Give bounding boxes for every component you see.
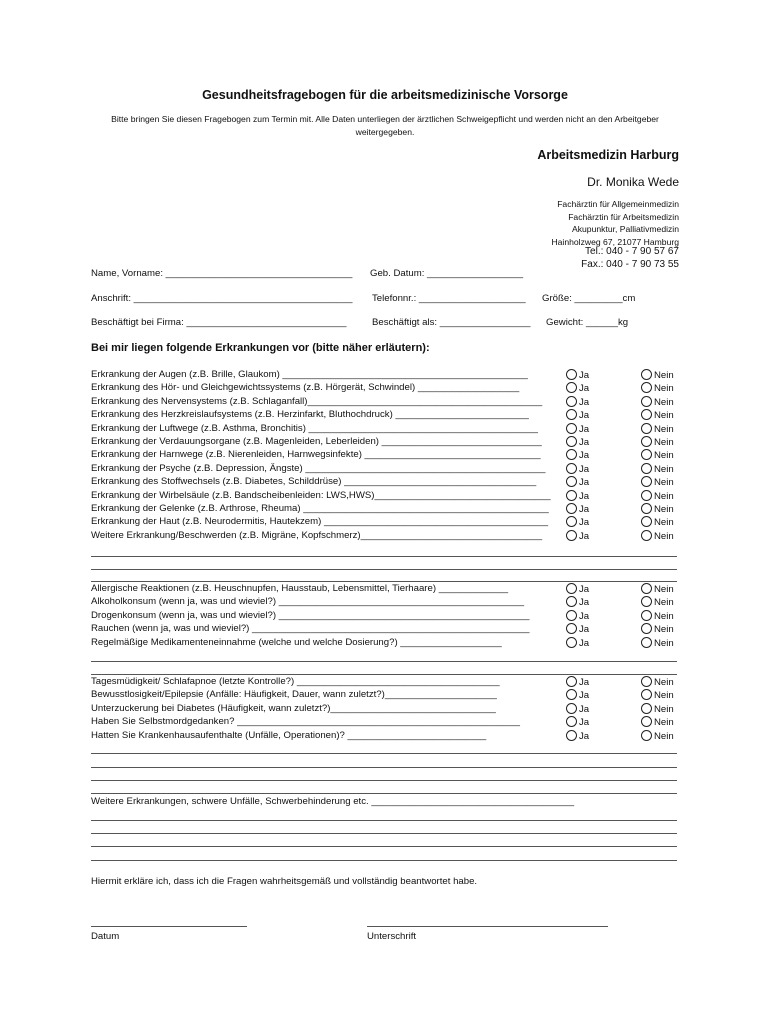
yes-option[interactable] xyxy=(566,596,589,608)
practice-phone: Tel.: 040 - 7 90 57 67 xyxy=(585,246,679,257)
question-text: Erkrankung der Verdauungsorgane (z.B. Magenleiden, Leberleiden) ______________________________ xyxy=(91,436,542,447)
yes-label: Ja xyxy=(579,730,590,742)
question-text: Regelmäßige Medikamenteneinnahme (welche und welche Dosierung?) ___________________ xyxy=(91,636,502,648)
radio-circle-icon[interactable] xyxy=(641,689,652,700)
radio-circle-icon[interactable] xyxy=(566,490,577,501)
radio-circle-icon[interactable] xyxy=(641,423,652,434)
qualification-line: Akupunktur, Palliativmedizin xyxy=(572,224,679,234)
no-option[interactable] xyxy=(641,423,674,435)
radio-circle-icon[interactable] xyxy=(566,463,577,474)
question-text: Tagesmüdigkeit/ Schlafapnoe (letzte Kontrolle?) ______________________________________ xyxy=(91,676,500,687)
yes-label: Ja xyxy=(579,410,590,422)
yes-label: Ja xyxy=(579,610,590,622)
yes-label: Ja xyxy=(579,463,590,475)
no-option[interactable] xyxy=(641,369,674,381)
radio-circle-icon[interactable] xyxy=(566,716,577,727)
practice-fax: Fax.: 040 - 7 90 73 55 xyxy=(581,259,679,270)
yes-label: Ja xyxy=(579,517,590,529)
no-option[interactable] xyxy=(641,596,674,608)
question-text: Erkrankung der Augen (z.B. Brille, Glaukom) ______________________________________________ xyxy=(91,369,528,380)
question-text: Rauchen (wenn ja, was und wieviel?) ____________________________________________________ xyxy=(91,623,530,635)
no-label: Nein xyxy=(654,624,674,636)
yes-label: Ja xyxy=(579,437,590,448)
no-option[interactable] xyxy=(641,637,674,649)
radio-circle-icon[interactable] xyxy=(566,583,577,594)
radio-circle-icon[interactable] xyxy=(641,449,652,460)
radio-circle-icon[interactable] xyxy=(641,490,652,501)
question-text: Erkrankung der Gelenke (z.B. Arthrose, Rheuma) ______________________________________________ xyxy=(91,503,549,514)
radio-circle-icon[interactable] xyxy=(566,676,577,687)
no-option[interactable] xyxy=(641,610,674,622)
no-label: Nein xyxy=(654,450,674,462)
no-label: Nein xyxy=(654,717,674,729)
no-label: Nein xyxy=(654,690,674,702)
answer-line[interactable] xyxy=(91,860,677,861)
radio-circle-icon[interactable] xyxy=(566,610,577,621)
radio-circle-icon[interactable] xyxy=(641,730,652,741)
radio-circle-icon[interactable] xyxy=(566,516,577,527)
answer-line[interactable] xyxy=(91,780,677,781)
yes-label: Ja xyxy=(579,637,590,649)
question-text: Erkrankung der Luftwege (z.B. Asthma, Bronchitis) ___________________________________________ xyxy=(91,422,538,434)
answer-line[interactable] xyxy=(91,833,677,834)
question-text: Weitere Erkrankung/Beschwerden (z.B. Migräne, Kopfschmerz)__________________________________ xyxy=(91,529,543,541)
birthdate-field[interactable]: Geb. Datum: __________________ xyxy=(370,268,524,279)
qualification-line: Fachärztin für Arbeitsmedizin xyxy=(568,212,679,222)
yes-label: Ja xyxy=(579,477,590,489)
no-option[interactable] xyxy=(641,676,674,688)
radio-circle-icon[interactable] xyxy=(641,369,652,380)
no-label: Nein xyxy=(654,597,674,609)
radio-circle-icon[interactable] xyxy=(641,409,652,420)
no-label: Nein xyxy=(654,637,674,649)
no-label: Nein xyxy=(654,610,674,622)
radio-circle-icon[interactable] xyxy=(566,503,577,514)
yes-option[interactable] xyxy=(566,503,589,515)
radio-circle-icon[interactable] xyxy=(641,530,652,541)
answer-line[interactable] xyxy=(91,753,677,754)
no-label: Nein xyxy=(654,396,674,408)
no-option[interactable] xyxy=(641,730,674,742)
radio-circle-icon[interactable] xyxy=(641,716,652,727)
no-label: Nein xyxy=(654,530,674,542)
practice-address: Hainholzweg 67, 21077 Hamburg xyxy=(551,237,679,247)
radio-circle-icon[interactable] xyxy=(566,396,577,407)
question-text: Allergische Reaktionen (z.B. Heuschnupfen, Hausstaub, Lebensmittel, Tierhaare) _____________ xyxy=(91,583,509,594)
doctor-name: Dr. Monika Wede xyxy=(587,175,679,189)
yes-option[interactable] xyxy=(566,369,589,381)
yes-label: Ja xyxy=(579,423,590,435)
no-option[interactable] xyxy=(641,716,674,728)
no-option[interactable] xyxy=(641,463,674,475)
no-option[interactable] xyxy=(641,476,674,488)
yes-label: Ja xyxy=(579,677,590,688)
radio-circle-icon[interactable] xyxy=(641,396,652,407)
yes-label: Ja xyxy=(579,690,590,702)
company-field[interactable]: Beschäftigt bei Firma: ______________________________ xyxy=(91,317,347,328)
practice-name: Arbeitsmedizin Harburg xyxy=(537,148,679,162)
weight-field[interactable]: Gewicht: ______kg xyxy=(546,317,629,328)
yes-label: Ja xyxy=(579,504,590,515)
height-field[interactable]: Größe: _________cm xyxy=(542,293,636,304)
yes-option[interactable] xyxy=(566,449,589,461)
radio-circle-icon[interactable] xyxy=(566,623,577,634)
radio-circle-icon[interactable] xyxy=(566,703,577,714)
yes-option[interactable] xyxy=(566,463,589,475)
no-option[interactable] xyxy=(641,530,674,542)
signature-label: Unterschrift xyxy=(367,931,417,942)
radio-circle-icon[interactable] xyxy=(641,516,652,527)
no-option[interactable] xyxy=(641,436,674,448)
radio-circle-icon[interactable] xyxy=(566,423,577,434)
date-signature-line[interactable] xyxy=(91,926,247,927)
radio-circle-icon[interactable] xyxy=(641,610,652,621)
question-text: Hatten Sie Krankenhausaufenthalte (Unfälle, Operationen)? __________________________ xyxy=(91,729,487,741)
question-text: Erkrankung des Herzkreislaufsystems (z.B. Herzinfarkt, Bluthochdruck) _________________________ xyxy=(91,409,529,421)
no-label: Nein xyxy=(654,437,674,448)
question-text: Erkrankung der Psyche (z.B. Depression, Ängste) _____________________________________________ xyxy=(91,462,546,474)
address-field[interactable]: Anschrift: _________________________________________ xyxy=(91,293,353,304)
radio-circle-icon[interactable] xyxy=(566,409,577,420)
answer-line[interactable] xyxy=(91,846,677,847)
yes-option[interactable] xyxy=(566,396,589,408)
question-text: Bewusstlosigkeit/Epilepsie (Anfälle: Häufigkeit, Dauer, wann zuletzt?)_____________________ xyxy=(91,689,497,701)
radio-circle-icon[interactable] xyxy=(566,369,577,380)
radio-circle-icon[interactable] xyxy=(641,596,652,607)
question-text: Unterzuckerung bei Diabetes (Häufigkeit, wann zuletzt?)_______________________________ xyxy=(91,702,496,714)
radio-circle-icon[interactable] xyxy=(566,596,577,607)
yes-option[interactable] xyxy=(566,516,589,528)
radio-circle-icon[interactable] xyxy=(641,436,652,447)
yes-option[interactable] xyxy=(566,623,589,635)
question-text: Erkrankung des Stoffwechsels (z.B. Diabetes, Schilddrüse) ____________________________________ xyxy=(91,476,537,488)
yes-option[interactable] xyxy=(566,423,589,435)
intro-text: Bitte bringen Sie diesen Fragebogen zum Termin mit. Alle Daten unterliegen der ärztlichen Schweigepflicht und werden nicht an den Arbeitgeber weitergegeben. xyxy=(111,114,659,137)
radio-circle-icon[interactable] xyxy=(566,530,577,541)
radio-circle-icon[interactable] xyxy=(566,449,577,460)
no-option[interactable] xyxy=(641,703,674,715)
radio-circle-icon[interactable] xyxy=(641,476,652,487)
no-label: Nein xyxy=(654,383,674,395)
yes-option[interactable] xyxy=(566,490,589,502)
yes-option[interactable] xyxy=(566,382,589,394)
no-option[interactable] xyxy=(641,516,674,528)
signature-line[interactable] xyxy=(367,926,608,927)
section-heading: Bei mir liegen folgende Erkrankungen vor (bitte näher erläutern): xyxy=(91,342,430,354)
yes-label: Ja xyxy=(579,450,590,462)
radio-circle-icon[interactable] xyxy=(641,463,652,474)
yes-label: Ja xyxy=(579,624,590,636)
yes-option[interactable] xyxy=(566,530,589,542)
yes-label: Ja xyxy=(579,703,590,715)
radio-circle-icon[interactable] xyxy=(566,476,577,487)
radio-circle-icon[interactable] xyxy=(641,637,652,648)
yes-label: Ja xyxy=(579,383,590,395)
yes-label: Ja xyxy=(579,530,590,542)
no-label: Nein xyxy=(654,490,674,502)
yes-option[interactable] xyxy=(566,637,589,649)
radio-circle-icon[interactable] xyxy=(566,637,577,648)
further-conditions-field[interactable]: Weitere Erkrankungen, schwere Unfälle, Schwerbehinderung etc. ______________________________________ xyxy=(91,796,575,807)
no-option[interactable] xyxy=(641,490,674,502)
radio-circle-icon[interactable] xyxy=(641,623,652,634)
no-option[interactable] xyxy=(641,583,674,595)
name-field[interactable]: Name, Vorname: ___________________________________ xyxy=(91,268,353,279)
qualification-line: Fachärztin für Allgemeinmedizin xyxy=(557,199,679,209)
yes-label: Ja xyxy=(579,396,590,408)
radio-circle-icon[interactable] xyxy=(566,689,577,700)
yes-option[interactable] xyxy=(566,583,589,595)
no-label: Nein xyxy=(654,584,674,595)
yes-label: Ja xyxy=(579,584,590,595)
answer-line[interactable] xyxy=(91,661,677,662)
question-text: Erkrankung der Harnwege (z.B. Nierenleiden, Harnwegsinfekte) _________________________________ xyxy=(91,449,541,461)
radio-circle-icon[interactable] xyxy=(566,382,577,393)
yes-label: Ja xyxy=(579,717,590,729)
no-label: Nein xyxy=(654,410,674,422)
radio-circle-icon[interactable] xyxy=(641,583,652,594)
yes-option[interactable] xyxy=(566,676,589,688)
question-text: Erkrankung der Haut (z.B. Neurodermitis, Hautekzem) __________________________________________ xyxy=(91,516,549,528)
question-text: Drogenkonsum (wenn ja, was und wieviel?) _______________________________________________ xyxy=(91,609,530,621)
radio-circle-icon[interactable] xyxy=(566,436,577,447)
no-label: Nein xyxy=(654,370,674,381)
yes-option[interactable] xyxy=(566,409,589,421)
radio-circle-icon[interactable] xyxy=(641,676,652,687)
answer-line[interactable] xyxy=(91,556,677,557)
yes-option[interactable] xyxy=(566,730,589,742)
yes-label: Ja xyxy=(579,597,590,609)
yes-option[interactable] xyxy=(566,703,589,715)
no-option[interactable] xyxy=(641,449,674,461)
no-label: Nein xyxy=(654,677,674,688)
answer-line[interactable] xyxy=(91,581,677,582)
answer-line[interactable] xyxy=(91,820,677,821)
no-label: Nein xyxy=(654,703,674,715)
yes-option[interactable] xyxy=(566,436,589,448)
answer-line[interactable] xyxy=(91,674,677,675)
question-text: Erkrankung der Wirbelsäule (z.B. Bandscheibenleiden: LWS,HWS)_________________________________ xyxy=(91,489,551,501)
question-text: Erkrankung des Nervensystems (z.B. Schlaganfall)____________________________________________ xyxy=(91,395,543,407)
no-option[interactable] xyxy=(641,689,674,701)
yes-option[interactable] xyxy=(566,610,589,622)
question-text: Alkoholkonsum (wenn ja, was und wieviel?) ______________________________________________ xyxy=(91,596,525,608)
no-option[interactable] xyxy=(641,409,674,421)
answer-line[interactable] xyxy=(91,793,677,794)
job-field[interactable]: Beschäftigt als: _________________ xyxy=(372,317,531,328)
no-label: Nein xyxy=(654,463,674,475)
form-title: Gesundheitsfragebogen für die arbeitsmedizinische Vorsorge xyxy=(202,88,568,102)
no-option[interactable] xyxy=(641,396,674,408)
no-label: Nein xyxy=(654,423,674,435)
no-option[interactable] xyxy=(641,382,674,394)
date-label: Datum xyxy=(91,931,120,942)
yes-option[interactable] xyxy=(566,689,589,701)
yes-label: Ja xyxy=(579,490,590,502)
answer-line[interactable] xyxy=(91,767,677,768)
yes-option[interactable] xyxy=(566,716,589,728)
no-label: Nein xyxy=(654,517,674,529)
no-label: Nein xyxy=(654,504,674,515)
radio-circle-icon[interactable] xyxy=(641,503,652,514)
phone-field[interactable]: Telefonnr.: ____________________ xyxy=(372,293,526,304)
radio-circle-icon[interactable] xyxy=(566,730,577,741)
declaration-text: Hiermit erkläre ich, dass ich die Fragen wahrheitsgemäß und vollständig beantwortet habe. xyxy=(91,876,478,887)
no-label: Nein xyxy=(654,477,674,489)
answer-line[interactable] xyxy=(91,569,677,570)
no-option[interactable] xyxy=(641,623,674,635)
yes-option[interactable] xyxy=(566,476,589,488)
no-label: Nein xyxy=(654,730,674,742)
radio-circle-icon[interactable] xyxy=(641,703,652,714)
question-text: Haben Sie Selbstmordgedanken? _____________________________________________________ xyxy=(91,716,520,728)
question-text: Erkrankung des Hör- und Gleichgewichtssystems (z.B. Hörgerät, Schwindel) ___________________ xyxy=(91,382,520,394)
radio-circle-icon[interactable] xyxy=(641,382,652,393)
no-option[interactable] xyxy=(641,503,674,515)
yes-label: Ja xyxy=(579,370,590,381)
